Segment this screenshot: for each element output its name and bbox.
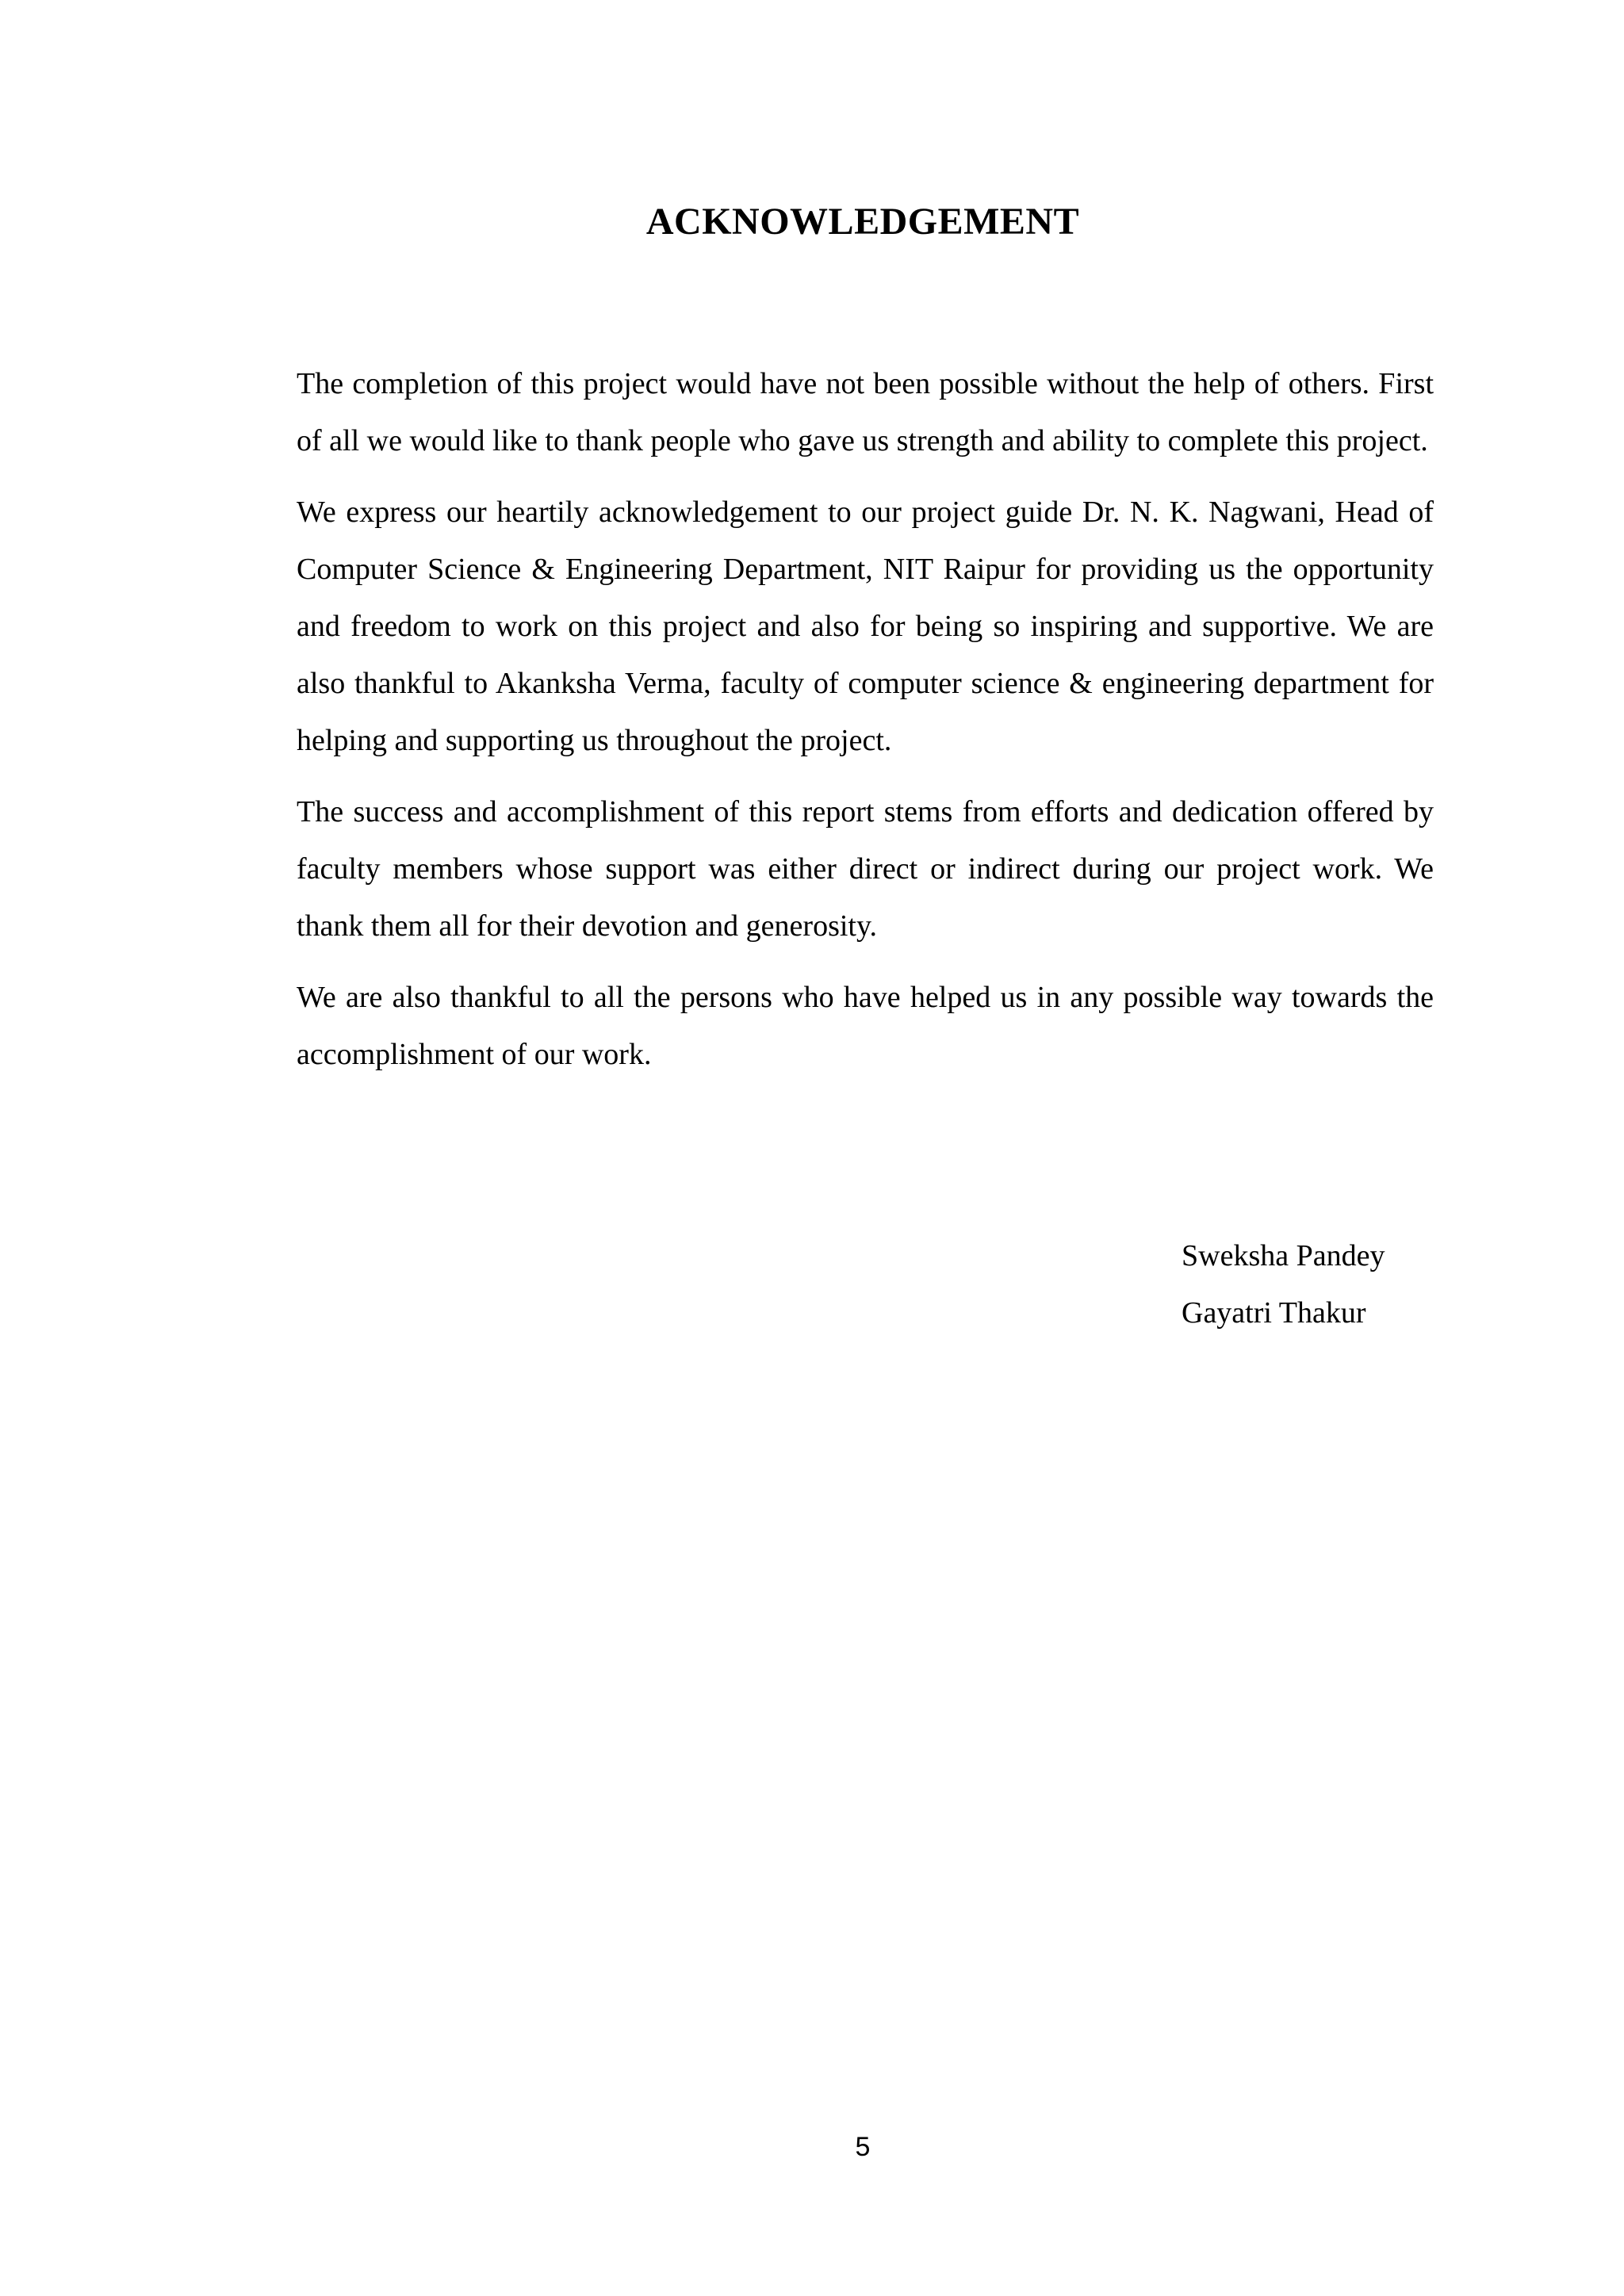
acknowledgement-body — [297, 355, 1434, 1097]
signature-block — [1182, 1227, 1385, 1341]
paragraph-4: We are also thankful to all the persons who have helped us in any possible way towards the accomplishment of our work. — [297, 981, 1434, 1071]
paragraph-2: We express our heartily acknowledgement to our project guide Dr. N. K. Nagwani, Head of Computer Science & Engineering Department, NIT Raipur for providing us the opportunity and freedom to work on this project and also for being so inspiring and supportive. We are also thankful to Akanksha Verma, faculty of computer science & engineering department for helping and supporting us throughout the project. — [297, 496, 1434, 757]
page-number: 5 — [855, 2132, 871, 2162]
page-title: ACKNOWLEDGEMENT — [645, 201, 1080, 243]
signatory-name-1: Sweksha Pandey — [1182, 1239, 1385, 1272]
paragraph-3: The success and accomplishment of this report stems from efforts and dedication offered by faculty members whose support was either direct or indirect during our project work. We thank them all for their devotion and generosity. — [297, 795, 1434, 943]
paragraph-1: The completion of this project would have not been possible without the help of others. First of all we would like to thank people who gave us strength and ability to complete this project. — [297, 367, 1434, 457]
signatory-name-2: Gayatri Thakur — [1182, 1296, 1366, 1330]
